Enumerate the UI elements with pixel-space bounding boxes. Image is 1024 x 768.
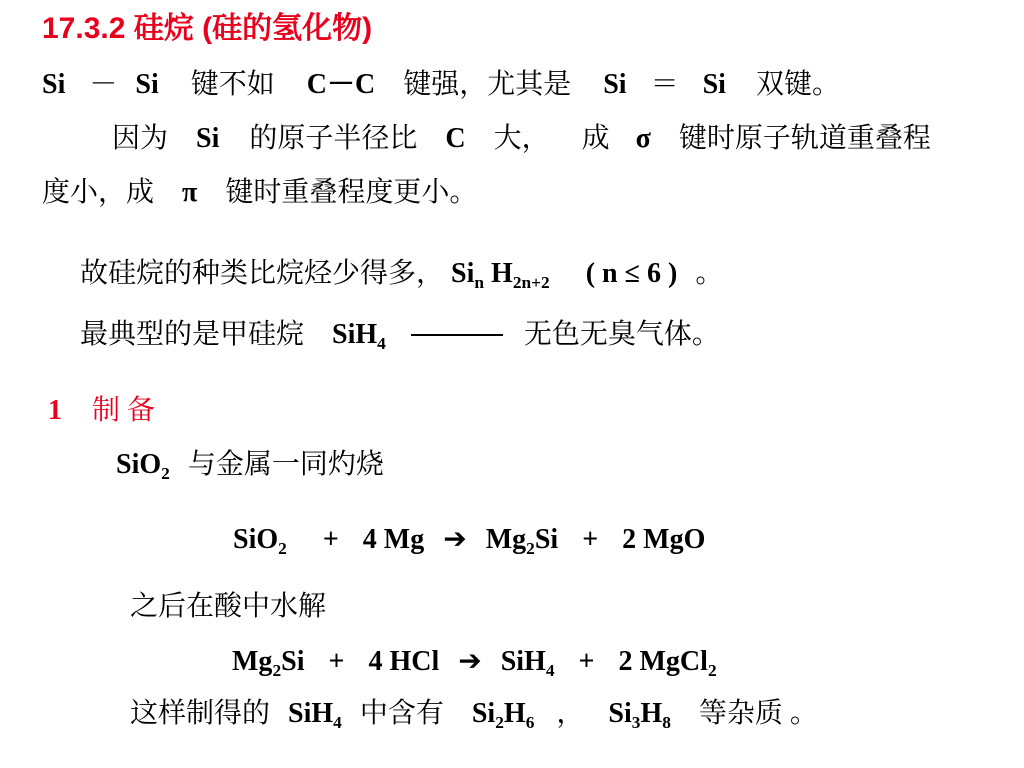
section-heading-preparation (48, 394, 155, 428)
formula-si: Si (451, 258, 475, 289)
si-symbol: Si (42, 69, 66, 100)
cc-bond: C－C (306, 69, 376, 100)
long-dash (411, 334, 503, 336)
formula-si: Si (534, 524, 559, 555)
paragraph-radius-reason (112, 122, 931, 156)
subscript: 3 (631, 713, 641, 733)
formula-si: Si (281, 646, 305, 677)
subscript: 4 (333, 713, 342, 733)
slide-title: 17.3.2 硅烷 (硅的氢化物) (42, 12, 373, 45)
text-run: 与金属一同灼烧 (187, 449, 384, 480)
text-run: 双键。 (755, 69, 840, 100)
subscript: 4 (545, 661, 555, 681)
condition-n: ( n ≤ 6 ) (585, 258, 678, 289)
plus-sign: + (322, 524, 339, 555)
formula-mgo: 2 MgO (622, 524, 706, 555)
text-run: 键不如 (190, 69, 275, 100)
formula-mg2: Mg (485, 524, 527, 555)
plus-sign: + (328, 646, 345, 677)
equation-1 (233, 522, 705, 557)
text-run: 度小，成 (42, 177, 155, 208)
single-bond-dash: － (89, 69, 118, 100)
text-run: 键强，尤其是 (403, 69, 572, 100)
text-run: 键时原子轨道重叠程 (678, 123, 931, 154)
formula-sih: SiH (500, 646, 546, 677)
si-symbol: Si (135, 69, 159, 100)
subscript: 2 (272, 661, 282, 681)
text-run: 等杂质 。 (698, 698, 818, 729)
text-run: 键时重叠程度更小。 (225, 177, 478, 208)
subscript: 2 (707, 661, 717, 681)
text-run: ， (556, 698, 585, 729)
paragraph-bond-strength (42, 68, 840, 102)
formula-sio: SiO (233, 524, 279, 555)
text-run: 。 (695, 258, 724, 289)
formula-mg: Mg (232, 646, 273, 677)
si-symbol: Si (702, 69, 726, 100)
text-run: 中含有 (359, 698, 444, 729)
subscript: 6 (525, 713, 535, 733)
formula-sio: SiO (116, 449, 162, 480)
section-number: 1 (48, 395, 62, 426)
formula-sih: SiH (332, 319, 378, 350)
si-symbol: Si (196, 123, 220, 154)
plus-sign: + (582, 524, 599, 555)
subscript: 2 (526, 539, 535, 559)
text-run: 这样制得的 (130, 698, 271, 729)
sigma-symbol: σ (635, 123, 651, 154)
text-run: 因为 (112, 123, 169, 154)
paragraph-silane-types (80, 257, 723, 291)
text-run: 的原子半径比 (249, 123, 418, 154)
plus-sign: + (578, 646, 595, 677)
subscript: 2 (278, 539, 287, 559)
text-run: 大， (493, 123, 550, 154)
c-symbol: C (445, 123, 466, 154)
subscript: 2 (495, 713, 504, 733)
paragraph-monosilane (80, 318, 720, 352)
subscript: n (474, 273, 485, 293)
formula-h: H (503, 698, 526, 729)
paragraph-radius-reason-cont (42, 176, 477, 210)
subscript: 2n+2 (512, 273, 550, 293)
text-run: 之后在酸中水解 (130, 591, 327, 622)
subscript: 8 (662, 713, 671, 733)
formula-mgcl: 2 MgCl (618, 646, 708, 677)
double-bond-sign: ＝ (650, 69, 679, 100)
subscript: 4 (377, 334, 386, 354)
formula-h: H (640, 698, 663, 729)
arrow-right-icon: ➔ (458, 644, 482, 677)
equation-2 (232, 644, 717, 679)
section-label: 制 备 (92, 395, 156, 426)
paragraph-acid-hydrolysis (130, 590, 326, 624)
formula-sih: SiH (288, 698, 334, 729)
formula-mg: 4 Mg (362, 524, 425, 555)
formula-h: H (491, 258, 513, 289)
text-run: 最典型的是甲硅烷 (80, 319, 305, 350)
formula-si: Si (608, 698, 632, 729)
text-run: 故硅烷的种类比烷烃少得多， (80, 258, 445, 289)
formula-si: Si (471, 698, 496, 729)
subscript: 2 (161, 464, 170, 484)
pi-symbol: π (182, 177, 198, 208)
si-symbol: Si (603, 69, 627, 100)
arrow-right-icon: ➔ (443, 522, 467, 555)
formula-hcl: 4 HCl (368, 646, 440, 677)
paragraph-impurities (130, 697, 818, 731)
paragraph-sio2-heating (116, 448, 384, 482)
text-run: 无色无臭气体。 (523, 319, 720, 350)
text-run: 成 (581, 123, 610, 154)
